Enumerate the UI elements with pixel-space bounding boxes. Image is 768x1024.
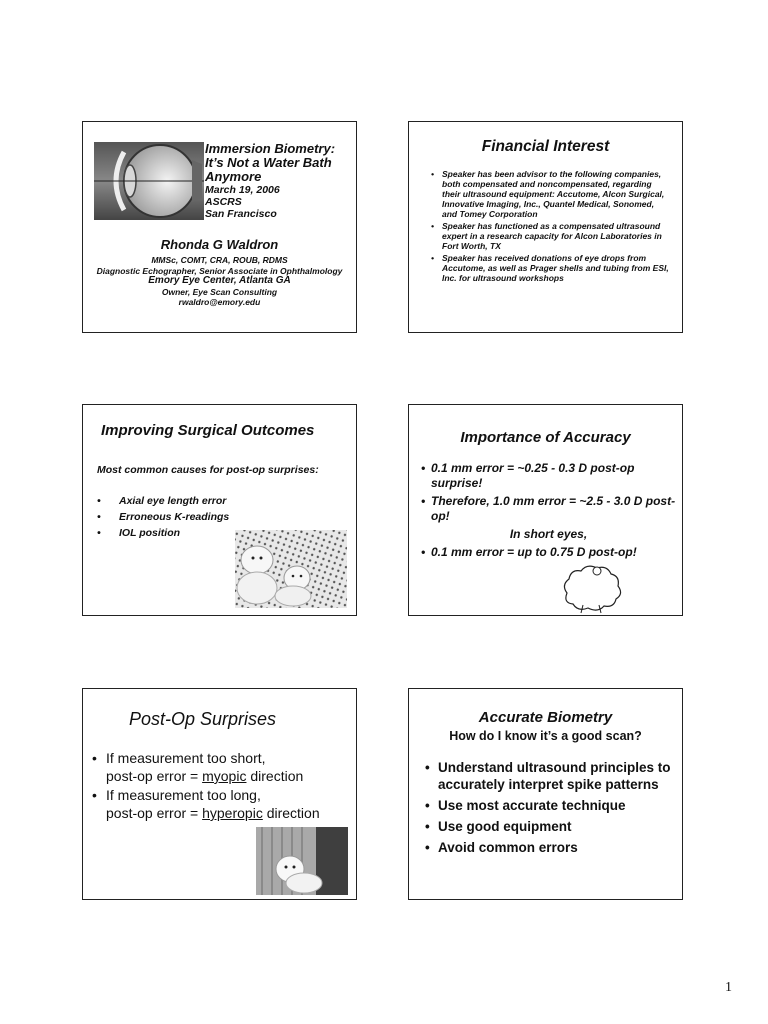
presenter-name: Rhonda G Waldron	[160, 237, 279, 252]
list-item: • Use good equipment	[425, 818, 680, 835]
puppies-photo	[235, 530, 347, 608]
slide-heading: Improving Surgical Outcomes	[101, 422, 315, 439]
list-item	[92, 786, 352, 822]
event-city: San Francisco	[205, 208, 277, 220]
list-item: • Erroneous K-readings	[97, 511, 229, 527]
bullet-list	[97, 495, 229, 543]
page-number: 1	[725, 980, 732, 995]
title-line: Immersion Biometry:	[205, 141, 336, 156]
list-item: • Axial eye length error	[97, 495, 229, 511]
list-item: • Speaker has functioned as a compensated ultrasound expert in a research capacity for Alcon Laboratories in Fort Worth, TX	[431, 221, 671, 251]
list-item: • Use most accurate technique	[425, 797, 680, 814]
list-note: In short eyes,	[509, 527, 588, 541]
list-item: • Avoid common errors	[425, 839, 680, 856]
slide-improving-outcomes	[82, 404, 357, 616]
slide-importance-of-accuracy	[408, 404, 683, 616]
bullet-line: • If measurement too short,	[106, 750, 266, 766]
bullet-line	[106, 804, 352, 822]
bullet-list	[431, 169, 671, 285]
slide-heading: Financial Interest	[481, 138, 610, 155]
list-item: • 0.1 mm error = ~0.25 - 0.3 D post-op surprise!	[421, 461, 676, 491]
event-date: March 19, 2006	[205, 184, 280, 196]
underlined-term: myopic	[202, 768, 247, 784]
institution: Emory Eye Center, Atlanta GA	[148, 275, 291, 286]
list-item: • Therefore, 1.0 mm error = ~2.5 - 3.0 D post-op!	[421, 494, 676, 524]
underlined-term: hyperopic	[202, 805, 263, 821]
cartoon-sheep-icon	[555, 565, 627, 615]
slide-accurate-biometry	[408, 688, 683, 900]
slide-heading: Importance of Accuracy	[460, 429, 631, 446]
credentials: MMSc, COMT, CRA, ROUB, RDMS	[151, 255, 288, 265]
slide-title	[82, 121, 357, 333]
slide-subheading: Most common causes for post-op surprises:	[97, 464, 319, 476]
list-item: • Understand ultrasound principles to accurately interpret spike patterns	[425, 759, 680, 793]
slide-subheading: How do I know it’s a good scan?	[449, 729, 642, 743]
bullet-line: • If measurement too long,	[106, 787, 261, 803]
slide-title-text	[205, 142, 335, 184]
text-fragment: direction	[262, 805, 320, 821]
bullet-line	[106, 767, 352, 785]
list-item: • 0.1 mm error = up to 0.75 D post-op!	[421, 545, 676, 560]
event-org: ASCRS	[205, 196, 242, 208]
text-fragment: direction	[246, 768, 304, 784]
bullet-list	[425, 759, 680, 860]
owner: Owner, Eye Scan Consulting	[161, 286, 278, 297]
bullet-list	[92, 749, 352, 823]
slide-heading: Post-Op Surprises	[129, 709, 277, 729]
slide-heading: Accurate Biometry	[478, 709, 613, 726]
email: rwaldro@emory.edu	[178, 297, 261, 307]
list-item: • Speaker has received donations of eye drops from Accutome, as well as Prager shells and tubing from ESI, Inc. for ultrasound workshops	[431, 253, 671, 283]
list-item	[92, 749, 352, 785]
text-fragment: post-op error =	[106, 768, 203, 784]
list-item: • Speaker has been advisor to the following companies, both compensated and noncompensated, regarding their ultrasound equipment: Accutome, Alcon Surgical, Innovative Imaging, Inc., Quantel Medical, Sonomed, and Tomey Corporation	[431, 169, 671, 219]
title-line: It’s Not a Water Bath	[205, 155, 332, 170]
eye-cross-section-diagram	[94, 142, 204, 220]
position: Diagnostic Echographer, Senior Associate in Ophthalmology	[96, 265, 343, 276]
dog-photo	[256, 827, 348, 895]
presenter-details	[83, 255, 356, 308]
title-line: Anymore	[205, 169, 262, 184]
bullet-list	[421, 461, 676, 563]
slide-post-op-surprises	[82, 688, 357, 900]
text-fragment: post-op error =	[106, 805, 203, 821]
list-item: • IOL position	[97, 527, 229, 543]
slide-financial-interest	[408, 121, 683, 333]
event-info	[205, 184, 280, 220]
